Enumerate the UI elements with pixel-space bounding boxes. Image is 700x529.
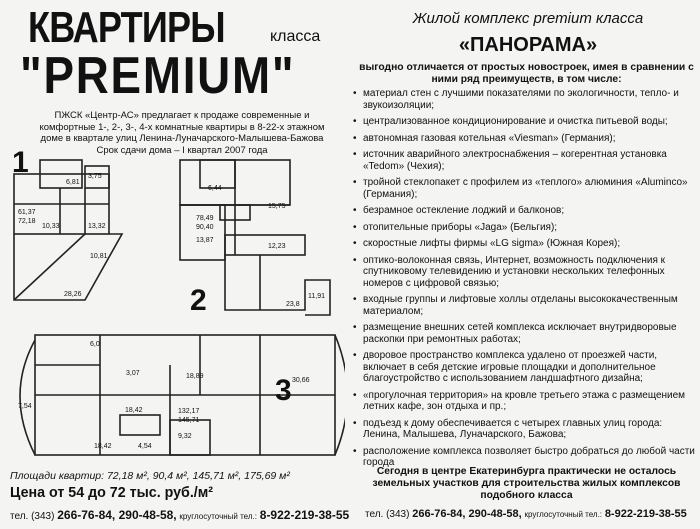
list-item: • подъезд к дому обеспечивается с четырех главных улиц города: Ленина, Малышева, Луначарского, Бажова; [351,418,696,441]
plan-2-room-a: 6,44 [208,185,222,192]
heading-premium: "PREMIUM" [20,47,296,105]
apartment-areas: Площади квартир: 72,18 м², 90,4 м², 145,71 м², 175,69 м² [10,470,290,482]
list-item: • размещение внешних сетей комплекса исключает внутридворовые раскопки при ремонтных работах; [351,322,696,345]
plan-2-room-b: 15,75 [268,203,286,210]
plan-3-living: 132,17 [178,408,200,415]
mobile-number[interactable]: 8-922-219-38-55 [259,508,350,522]
mobile-number[interactable]: 8-922-219-38-55 [604,508,687,520]
list-item: • отопительные приборы «Jaga» (Бельгия); [351,222,696,234]
plan-3-number: 3 [275,374,292,407]
list-item: • автономная газовая котельная «Viesman» (Германия); [351,133,696,145]
list-item: • расположение комплекса позволяет быстро добраться до любой части города [351,446,696,469]
plan-3-room-e: 30,66 [292,377,310,384]
outro-text: Сегодня в центре Екатеринбурга практически не осталось земельных участков для строительства жилых комплексов подобного класса [372,466,681,501]
plan-2-room-d: 12,23 [268,243,286,250]
floor-plans [0,150,345,465]
plan-2-room-f: 23,8 [286,301,300,308]
mobile-label: круглосуточный тел.: [524,510,603,519]
list-item: • «прогулочная территория» на кровле третьего этажа с размещением летних кафе, зон отдыха и пр.; [351,390,696,413]
plan-2-total: 90,40 [196,224,214,231]
list-item: • скоростные лифты фирмы «LG sigma» (Южная Корея); [351,238,696,250]
plan-1-room-e: 10,81 [90,253,108,260]
plan-1-total: 72,18 [18,218,36,225]
plan-3-room-f: 7,54 [18,403,32,410]
phone-numbers[interactable]: 266-76-84, 290-48-58, [412,508,522,520]
heading-apartments: КВАРТИРЫ [28,3,225,52]
list-item: • дворовое пространство комплекса удалено от проезжей части, включает в себя детские игровые площадки и дополнительное благоустройство с использованием ландшафтного дизайна; [351,350,696,385]
plan-3-room-d: 18,42 [125,407,143,414]
plan-1-room-d: 13,32 [88,223,106,230]
plan-2-room-c: 13,87 [196,237,214,244]
right-panel [345,0,700,529]
phone-numbers[interactable]: 266-76-84, 290-48-58, [57,508,177,522]
plan-3-room-b: 3,07 [126,370,140,377]
phone-prefix: тел. (343) [10,511,55,522]
plan-2-room-e: 11,91 [308,293,325,300]
plan-3-total: 145,71 [178,417,200,424]
floor-plan-drawings [0,150,345,465]
plan-1-room-b: 3,75 [88,173,102,180]
list-item: • централизованное кондиционирование и очистка питьевой воды; [351,116,696,128]
complex-title: «ПАНОРАМА» [458,34,598,56]
list-item: • оптико-волоконная связь, Интернет, возможность подключения к спутниковому телевидению и установки нескольких телефонных номеров с цифровой связью; [351,255,696,290]
plan-3-room-h: 9,32 [178,433,192,440]
intro-text: выгодно отличается от простых новостроек, имея в сравнении с ними ряд преимуществ, в том числе: [359,62,694,85]
developer-description: ПЖСК «Центр-АС» предлагает к продаже современные и комфортные 1-, 2-, 3-, 4-х комнатные квартиры в 8-22-х этажном доме в квартале улиц Ленина-Луначарского-Малышева-Бажова Срок сдачи дома – I квартал 2007 года [39,110,325,156]
plan-1-room-c: 10,33 [42,223,60,230]
plan-3-room-g: 18,42 [94,443,112,450]
features-list [351,88,696,474]
plan-3-room-a: 6,0 [90,341,100,348]
list-item: • входные группы и лифтовые холлы отделаны высококачественным материалом; [351,294,696,317]
plan-2-number: 2 [190,284,207,317]
list-item: • безрамное остекление лоджий и балконов; [351,205,696,217]
list-item: • источник аварийного электроснабжения – когерентная установка «Tedom» (Чехия); [351,149,696,172]
plan-1-number: 1 [12,150,29,179]
heading-class: класса [270,28,321,45]
mobile-label: круглосуточный тел.: [179,512,257,521]
right-phone-line [365,508,687,520]
plan-3-room-i: 4,54 [138,443,152,450]
list-item: • тройной стеклопакет с профилем из «теплого» алюминия «Aluminco» (Германия); [351,177,696,200]
plan-1-room-a: 6,81 [66,179,80,186]
plan-1-living: 61,37 [18,209,36,216]
plan-2-living: 78,49 [196,215,214,222]
complex-subtitle: Жилой комплекс premium класса [412,10,644,27]
price-line: Цена от 54 до 72 тыс. руб./м² [10,484,214,501]
plan-1-room-f: 28,26 [64,291,82,298]
left-phone-line [10,508,349,522]
plan-3-room-c: 18,89 [186,373,204,380]
list-item: • материал стен с лучшими показателями по экологичности, тепло- и звукоизоляции; [351,88,696,111]
phone-prefix: тел. (343) [365,509,410,520]
